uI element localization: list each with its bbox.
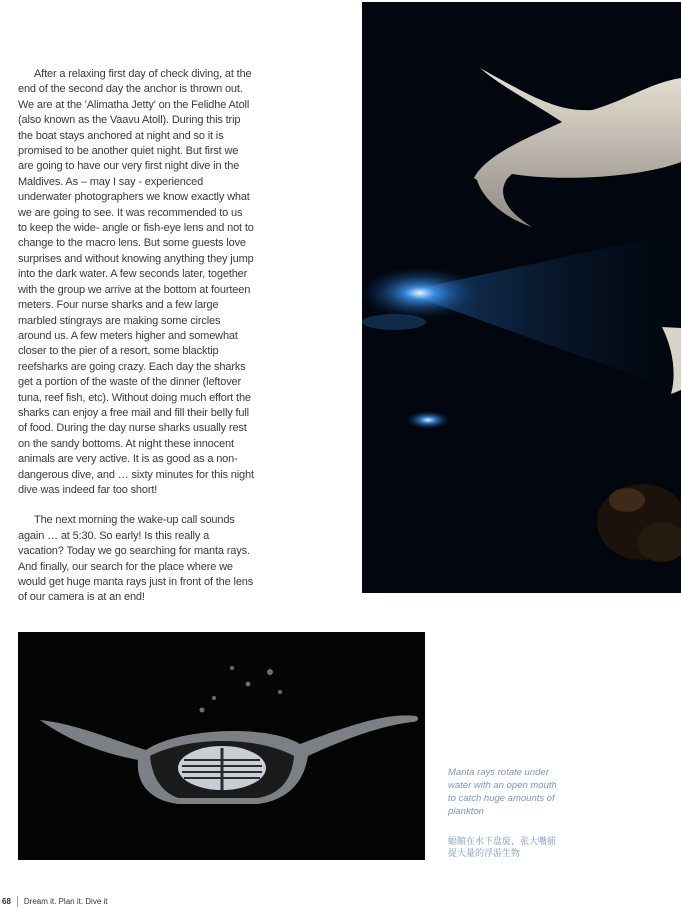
footer-divider <box>17 896 18 907</box>
footer-tagline: Dream it. Plan it. Dive it <box>23 896 108 906</box>
article-paragraph-2: The next morning the wake-up call sounds again … at 5:30. So early! Is this really a vacation? Today we go searching for manta rays. And finally, our search for the place where we would get huge manta rays just in front of the lens of our camera is at an end! <box>18 514 254 604</box>
article-body <box>18 67 254 621</box>
photo-caption-chinese: 蝠鲼在水下盘旋，张大嘴捕捉大量的浮游生物 <box>448 837 557 859</box>
page-number: 68 <box>2 896 11 906</box>
photo-caption-english: Manta rays rotate under water with an open mouth to catch huge amounts of plankton <box>448 767 557 817</box>
night-dive-shark-photo <box>362 2 681 593</box>
manta-ray-photo <box>18 632 425 860</box>
page-footer <box>2 895 107 907</box>
article-paragraph-1: After a relaxing first day of check diving, at the end of the second day the anchor is thrown out. We are at the 'Alimatha Jetty' on the Felidhe Atoll (also known as the Vaavu Atoll). During this trip the boat stays anchored at night and so it is promised to be another quiet night. But first we are going to have our very first night dive in the Maldives. As – may I say - experienced underwater photographers we know exactly what we are going to see. It was recommended to us to keep the wide- angle or fish-eye lens and not to change to the macro lens. But some guests love surprises and without knowing anything they jump into the dark water. A few seconds later, together with the group we arrive at the bottom at fourteen meters. Four nurse sharks and a few large marbled stingrays are making some circles around us. A few meters higher and somewhat closer to the pier of a resort, some blacktip reefsharks are going crazy. Each day the sharks get a portion of the waste of the dinner (leftover tuna, reef fish, etc). Without doing much effort the sharks can enjoy a free mail and fill their belly full of food. During the day nurse sharks usually rest on the sandy bottoms. At night these innocent animals are very active. It is as good as a non-dangerous dive, and … sixty minutes for this night dive was indeed far too short! <box>18 68 254 496</box>
